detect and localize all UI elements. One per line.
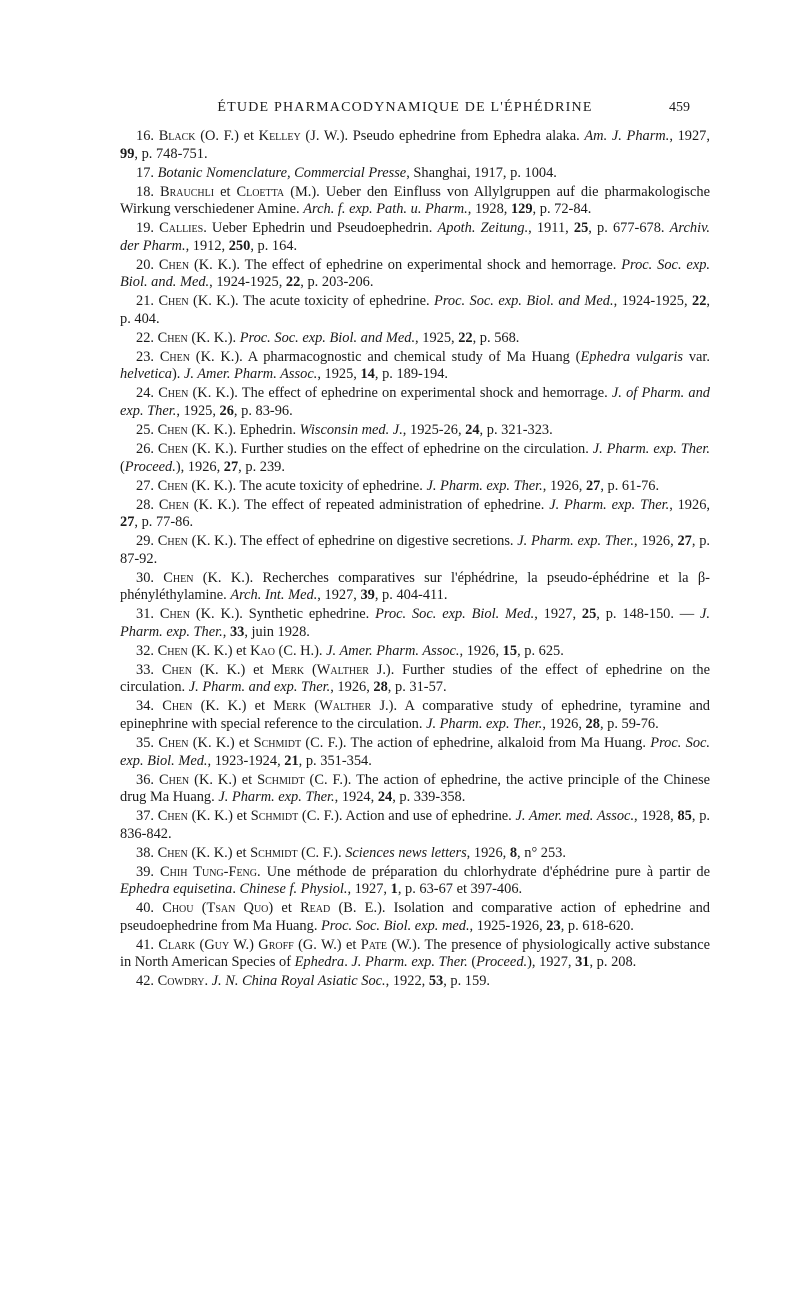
- reference-text: ), 1926,: [175, 458, 224, 475]
- reference-text: , 1923-1924,: [207, 752, 285, 769]
- reference-text: (W.). The presence of physiologically active substance in North American Species of: [120, 936, 710, 971]
- reference-text: , 1925-1926,: [469, 917, 547, 934]
- reference-entry: [120, 973, 710, 991]
- reference-text: (K. K.) et: [187, 844, 251, 861]
- reference-text: , 1926,: [459, 642, 503, 659]
- journal-title: Proceed.: [476, 954, 528, 971]
- reference-entry: [120, 441, 710, 476]
- reference-text: , p. 61-76.: [600, 477, 660, 494]
- reference-text: , p. 83-96.: [233, 403, 293, 420]
- volume-number: 24: [465, 422, 480, 439]
- reference-text: J.). Further studies of the effect of ephedrine on the circulation.: [120, 661, 710, 696]
- volume-number: 28: [585, 716, 600, 733]
- reference-text: , p. 72-84.: [532, 201, 592, 218]
- author-name: Clark: [158, 936, 196, 953]
- volume-number: 27: [223, 458, 239, 475]
- reference-text: (C. H.).: [274, 642, 327, 659]
- author-name: Callies: [159, 220, 204, 237]
- reference-text: .: [344, 954, 352, 971]
- journal-title: Ephedra: [294, 954, 345, 971]
- journal-title: Proc. Soc. exp. Biol. and. Med.: [120, 256, 710, 291]
- author-name: Schmidt: [250, 808, 299, 825]
- author-name: Cloetta: [236, 183, 285, 200]
- reference-text: , 1926,: [330, 679, 374, 696]
- reference-text: , 1927,: [534, 606, 582, 623]
- reference-entry: [120, 128, 710, 163]
- journal-title: Proceed.: [124, 458, 176, 475]
- reference-entry: [120, 643, 710, 661]
- reference-entry: [120, 698, 710, 733]
- reference-text: , 1928,: [467, 201, 511, 218]
- journal-title: Proc. Soc. exp. Biol. Med.: [375, 606, 535, 623]
- reference-text: (K. K.) et: [187, 808, 251, 825]
- journal-title: J. Pharm. exp. Ther.: [426, 477, 543, 494]
- reference-number: 31.: [136, 606, 154, 623]
- reference-text: , p. 189-194.: [374, 366, 449, 383]
- volume-number: 14: [360, 366, 375, 383]
- journal-title: J. of Pharm. and exp. Ther.: [120, 385, 710, 420]
- journal-title: J. Pharm. exp. Ther.: [120, 606, 711, 640]
- reference-text: , 1925,: [176, 403, 220, 420]
- author-name: Chen: [161, 661, 192, 678]
- volume-number: 21: [284, 752, 299, 769]
- journal-title: Apoth. Zeitung.: [437, 220, 529, 237]
- reference-number: 32.: [136, 642, 154, 659]
- volume-number: 31: [575, 954, 590, 971]
- journal-title: Arch. f. exp. Path. u. Pharm.: [303, 201, 468, 218]
- author-name: Groff: [258, 936, 294, 953]
- reference-text: , p. 208.: [589, 954, 637, 971]
- reference-entry: [120, 900, 710, 935]
- journal-title: J. Pharm. exp. Ther.: [517, 533, 634, 550]
- author-name: Chen: [158, 496, 189, 513]
- reference-text: , 1926,: [542, 716, 586, 733]
- reference-entry: [120, 845, 710, 863]
- reference-text: (K. K.). The acute toxicity of ephedrine.: [188, 293, 435, 310]
- author-name: Chen: [158, 256, 190, 273]
- reference-number: 23.: [136, 348, 154, 365]
- volume-number: 26: [219, 403, 234, 420]
- reference-entry: [120, 293, 710, 328]
- journal-title: J. Pharm. exp. Ther.: [549, 496, 670, 513]
- reference-text: (K. K.) et: [188, 735, 254, 752]
- author-name: Read: [300, 900, 331, 917]
- reference-text: W.): [229, 936, 259, 953]
- reference-text: , p. 351-354.: [298, 752, 372, 769]
- reference-text: , 1925,: [415, 329, 459, 346]
- reference-text: (K. K.). The acute toxicity of ephedrine.: [187, 477, 427, 494]
- volume-number: 25: [581, 606, 597, 623]
- reference-number: 42.: [136, 973, 154, 990]
- reference-text: , p. 339-358.: [392, 789, 466, 806]
- running-head: [120, 100, 690, 122]
- reference-number: 19.: [136, 220, 154, 237]
- reference-text: (K. K.). The effect of repeated administration of ephedrine.: [188, 496, 550, 513]
- reference-text: (K. K.). Recherches comparatives sur l'éphédrine, la pseudo-éphédrine et la β-phényléthylamine.: [120, 569, 710, 604]
- reference-text: (C. F.).: [297, 844, 346, 861]
- author-name: Chen: [162, 698, 193, 715]
- reference-text: (M.). Ueber den Einfluss von Allylgruppen auf die pharmakologische Wirkung verschiedener Amine.: [120, 183, 710, 218]
- author-name: Chen: [157, 329, 188, 346]
- reference-text: (K. K.). The effect of ephedrine on digestive secretions.: [187, 533, 518, 550]
- volume-number: 129: [510, 201, 533, 218]
- reference-text: , p. 568.: [472, 329, 520, 346]
- reference-text: , 1926,: [669, 496, 710, 513]
- reference-text: , 1911,: [528, 220, 574, 237]
- reference-text: (C. F.). The action of ephedrine, the active principle of the Chinese drug Ma Huang.: [120, 771, 710, 806]
- reference-entry: [120, 184, 710, 219]
- reference-text: (J. W.). Pseudo ephedrine from Ephedra alaka.: [300, 128, 585, 144]
- reference-text: (B. E.). Isolation and comparative action of ephedrine and pseudoephedrine from Ma Huang.: [120, 900, 711, 934]
- reference-text: (: [195, 936, 205, 953]
- reference-text: , Shanghai, 1917, p. 1004.: [406, 164, 557, 181]
- reference-text: , 1925-26,: [402, 422, 466, 439]
- reference-text: , n° 253.: [517, 844, 566, 861]
- reference-number: 25.: [136, 422, 154, 439]
- author-name: Chen: [159, 771, 190, 788]
- volume-number: 85: [677, 808, 692, 825]
- reference-text: , p. 63-67 et 397-406.: [397, 881, 523, 898]
- author-name: Merk: [273, 698, 307, 715]
- reference-entry: [120, 497, 710, 532]
- journal-title: Arch. Int. Med.: [230, 587, 318, 604]
- reference-text: (K. K.). Further studies on the effect of ephedrine on the circulation.: [188, 441, 593, 457]
- journal-title: Botanic Nomenclature, Commercial Presse: [157, 164, 407, 181]
- reference-text: (K. K.). Ephedrin.: [187, 422, 300, 439]
- volume-number: 27: [677, 533, 692, 550]
- reference-entry: [120, 662, 710, 697]
- reference-entry: [120, 864, 710, 899]
- author-name: Chen: [157, 844, 188, 861]
- reference-text: .: [232, 881, 240, 898]
- reference-number: 16.: [136, 128, 154, 144]
- journal-title: J. Amer. Pharm. Assoc.: [183, 366, 318, 383]
- volume-number: 22: [285, 274, 301, 291]
- reference-text: (G. W.) et: [293, 936, 361, 953]
- author-name: Cowdry: [157, 973, 205, 990]
- reference-entry: [120, 385, 710, 420]
- reference-number: 36.: [136, 771, 154, 788]
- volume-number: 27: [585, 477, 601, 494]
- reference-text: , p. 677-678.: [588, 220, 670, 237]
- reference-entry: [120, 570, 710, 605]
- reference-text: , p. 87-92.: [120, 533, 710, 567]
- reference-text: , 1926,: [634, 533, 678, 550]
- reference-text: , 1928,: [634, 808, 678, 825]
- author-name: Schmidt: [253, 735, 302, 752]
- reference-text: (K. K.). The effect of ephedrine on experimental shock and hemorrage.: [188, 385, 612, 402]
- reference-text: , p. 31-57.: [387, 679, 447, 696]
- journal-title: J. Pharm. exp. Ther.: [592, 441, 710, 457]
- journal-title: Sciences news letters: [345, 844, 467, 861]
- journal-title: J. Amer. Pharm. Assoc.: [326, 642, 460, 659]
- author-name: Chen: [157, 477, 188, 494]
- reference-text: (: [304, 661, 317, 678]
- reference-text: , p. 404-411.: [374, 587, 448, 604]
- volume-number: 8: [509, 844, 518, 861]
- reference-text: , 1925,: [317, 366, 361, 383]
- author-name: Kao: [250, 642, 275, 659]
- reference-number: 29.: [136, 533, 154, 550]
- reference-text: ).: [171, 366, 184, 383]
- reference-text: , p. 203-206.: [300, 274, 374, 291]
- author-name: Merk: [271, 661, 305, 678]
- reference-text: , 1926,: [466, 844, 510, 861]
- author-name: Chen: [163, 569, 194, 586]
- reference-text: ) et: [268, 900, 301, 917]
- author-name: Walther: [316, 661, 369, 678]
- reference-number: 38.: [136, 844, 154, 861]
- reference-text: , p. 404.: [120, 293, 710, 327]
- volume-number: 25: [573, 220, 589, 237]
- author-name: Schmidt: [250, 844, 298, 861]
- volume-number: 39: [360, 587, 375, 604]
- journal-title: Archiv. der Pharm.: [120, 220, 710, 254]
- volume-number: 22: [458, 329, 473, 346]
- reference-text: , 1924-1925,: [613, 293, 692, 310]
- reference-text: (K. K.) et: [187, 642, 251, 659]
- journal-title: Chinese f. Physiol.: [239, 881, 348, 898]
- journal-title: Proc. Soc. exp. Biol. and Med.: [239, 329, 416, 346]
- reference-text: , p. 77-86.: [134, 514, 194, 531]
- volume-number: 1: [390, 881, 398, 898]
- reference-text: , juin 1928.: [244, 623, 310, 640]
- reference-number: 17.: [136, 164, 154, 181]
- reference-text: (O. F.) et: [195, 128, 259, 144]
- reference-text: , p. 164.: [250, 237, 298, 254]
- reference-text: (: [306, 698, 320, 715]
- reference-entry: [120, 330, 710, 348]
- reference-entry: [120, 220, 710, 255]
- volume-number: 15: [502, 642, 518, 659]
- reference-number: 35.: [136, 735, 154, 752]
- author-name: Tsan Quo: [206, 900, 269, 917]
- author-name: Chen: [157, 422, 188, 439]
- page-number: 459: [669, 100, 690, 115]
- reference-number: 26.: [136, 441, 154, 457]
- reference-text: (: [193, 900, 207, 917]
- reference-text: (K. K.). A pharmacognostic and chemical study of Ma Huang (: [189, 348, 581, 365]
- reference-text: . Ueber Ephedrin und Pseudoephedrin.: [203, 220, 438, 237]
- journal-title: J. Pharm. exp. Ther.: [218, 789, 335, 806]
- reference-text: , 1927,: [669, 128, 710, 144]
- journal-title: J. N. China Royal Asiatic Soc.: [211, 973, 386, 990]
- reference-number: 40.: [136, 900, 154, 917]
- reference-text: , p. 625.: [517, 642, 564, 659]
- reference-text: ,: [222, 623, 230, 640]
- journal-title: Wisconsin med. J.: [299, 422, 403, 439]
- journal-title: Proc. Soc. exp. Biol. Med.: [120, 735, 710, 769]
- author-name: Chen: [157, 808, 188, 825]
- author-name: Chen: [158, 293, 189, 310]
- reference-entry: [120, 533, 710, 568]
- reference-list: [120, 128, 710, 992]
- journal-title: J. Pharm. exp. Ther.: [426, 716, 543, 733]
- reference-text: , 1924,: [334, 789, 378, 806]
- reference-text: , p. 148-150. —: [596, 606, 701, 623]
- reference-text: J.). A comparative study of ephedrine, tyramine and epinephrine with special reference to the circulation.: [120, 698, 711, 733]
- reference-entry: [120, 772, 710, 807]
- reference-entry: [120, 257, 710, 292]
- volume-number: 23: [546, 917, 561, 934]
- reference-text: , p. 836-842.: [120, 808, 710, 842]
- journal-title: J. Amer. med. Assoc.: [515, 808, 635, 825]
- reference-number: 39.: [136, 863, 154, 880]
- journal-title: Am. J. Pharm.: [584, 128, 670, 144]
- reference-text: , 1924-1925,: [209, 274, 286, 291]
- reference-number: 41.: [136, 936, 154, 953]
- reference-entry: [120, 808, 710, 843]
- reference-number: 37.: [136, 808, 154, 825]
- reference-number: 20.: [136, 256, 154, 273]
- volume-number: 33: [229, 623, 245, 640]
- reference-number: 34.: [136, 698, 154, 715]
- reference-text: (K. K.). The effect of ephedrine on experimental shock and hemorrage.: [189, 256, 622, 273]
- reference-entry: [120, 422, 710, 440]
- reference-text: , p. 748-751.: [134, 145, 208, 162]
- reference-text: . Une méthode de préparation du chlorhydrate d'éphédrine pure à partir de: [257, 863, 711, 880]
- author-name: Chen: [157, 533, 188, 550]
- journal-title: J. Pharm. exp. Ther.: [351, 954, 468, 971]
- running-title: ÉTUDE PHARMACODYNAMIQUE DE L'ÉPHÉDRINE: [217, 100, 593, 115]
- reference-text: (K. K.) et: [192, 661, 272, 678]
- volume-number: 22: [692, 293, 707, 310]
- journal-title: Ephedra equisetina: [120, 881, 233, 898]
- journal-title: helvetica: [120, 366, 172, 383]
- reference-entry: [120, 165, 710, 183]
- volume-number: 250: [228, 237, 251, 254]
- reference-text: (K. K.) et: [189, 771, 258, 788]
- reference-text: , 1927,: [347, 881, 391, 898]
- reference-number: 24.: [136, 385, 154, 402]
- reference-text: (K. K.). Synthetic ephedrine.: [190, 606, 376, 623]
- volume-number: 99: [120, 145, 135, 162]
- volume-number: 24: [377, 789, 393, 806]
- author-name: Chih Tung-Feng: [160, 863, 258, 880]
- volume-number: 27: [120, 514, 135, 531]
- author-name: Guy: [204, 936, 230, 953]
- journal-title: Proc. Soc. Biol. exp. med.: [321, 917, 470, 934]
- reference-text: var.: [683, 348, 710, 365]
- reference-number: 27.: [136, 477, 154, 494]
- reference-text: , 1922,: [385, 973, 429, 990]
- reference-text: , p. 239.: [238, 458, 285, 475]
- author-name: Walther: [319, 698, 372, 715]
- reference-number: 18.: [136, 183, 154, 200]
- author-name: Chou: [162, 900, 194, 917]
- reference-number: 28.: [136, 496, 154, 513]
- reference-number: 33.: [136, 661, 154, 678]
- author-name: Chen: [158, 385, 189, 402]
- reference-text: (: [467, 954, 477, 971]
- reference-text: (K. K.) et: [192, 698, 274, 715]
- reference-entry: [120, 735, 710, 770]
- reference-entry: [120, 606, 710, 641]
- reference-text: (C. F.). Action and use of ephedrine.: [298, 808, 516, 825]
- author-name: Chen: [157, 441, 189, 457]
- reference-text: .: [204, 973, 212, 990]
- reference-text: et: [214, 183, 237, 200]
- reference-number: 22.: [136, 329, 154, 346]
- journal-title: J. Pharm. and exp. Ther.: [188, 679, 331, 696]
- reference-text: , 1912,: [185, 237, 229, 254]
- author-name: Kelley: [258, 128, 301, 144]
- reference-text: (K. K.).: [187, 329, 240, 346]
- journal-title: Proc. Soc. exp. Biol. and Med.: [434, 293, 614, 310]
- author-name: Brauchli: [160, 183, 215, 200]
- reference-text: (: [120, 458, 125, 475]
- author-name: Schmidt: [257, 771, 305, 788]
- reference-text: , p. 59-76.: [599, 716, 659, 733]
- reference-entry: [120, 937, 710, 972]
- reference-text: (C. F.). The action of ephedrine, alkaloid from Ma Huang.: [301, 735, 651, 752]
- reference-text: , p. 159.: [443, 973, 490, 990]
- reference-text: ), 1927,: [527, 954, 576, 971]
- reference-number: 21.: [136, 293, 154, 310]
- author-name: Pate: [360, 936, 388, 953]
- author-name: Black: [158, 128, 196, 144]
- journal-title: Ephedra vulgaris: [580, 348, 683, 365]
- reference-text: , 1926,: [542, 477, 586, 494]
- reference-text: , p. 618-620.: [560, 917, 634, 934]
- reference-number: 30.: [136, 569, 154, 586]
- volume-number: 28: [373, 679, 388, 696]
- author-name: Chen: [157, 642, 188, 659]
- author-name: Chen: [159, 348, 190, 365]
- author-name: Chen: [158, 735, 189, 752]
- reference-entry: [120, 478, 710, 496]
- volume-number: 53: [428, 973, 444, 990]
- reference-text: , p. 321-323.: [479, 422, 553, 439]
- reference-text: , 1927,: [317, 587, 361, 604]
- reference-entry: [120, 349, 710, 384]
- author-name: Chen: [159, 606, 191, 623]
